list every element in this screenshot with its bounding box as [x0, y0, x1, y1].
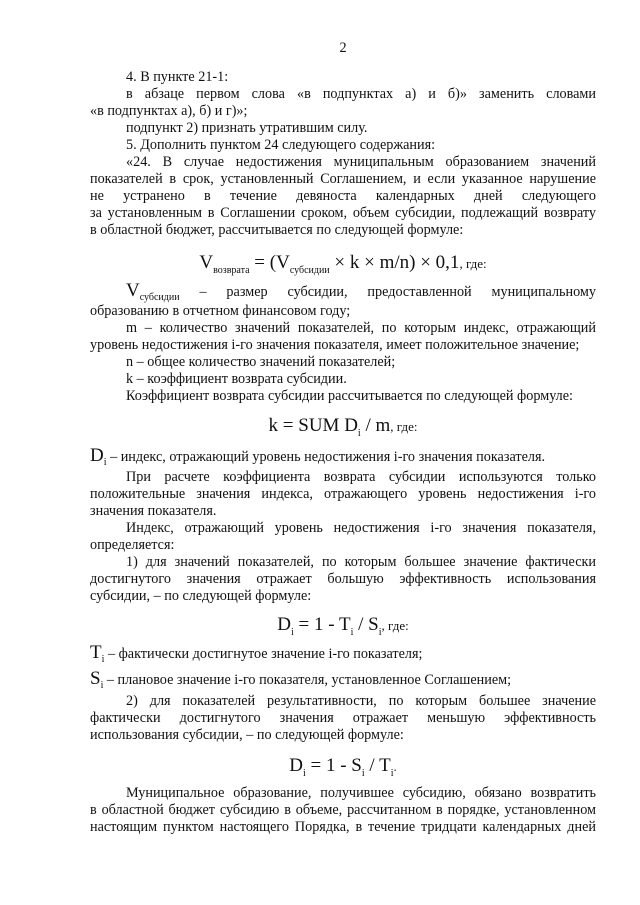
- text-line: образованию в отчетном финансовом году;: [90, 303, 351, 319]
- text-line: фактически достигнутого значения отражает меньшую эффективность: [90, 710, 596, 726]
- definition-d-index: $D_i$ – индекс, отражающий уровень недостижения i-го значения показателя.: [90, 445, 546, 468]
- formula-refund-coefficient: k = SUM $D_i$ / m, где:: [268, 415, 418, 439]
- text-line: положительные значения индекса, отражающего уровень недостижения i-го: [90, 486, 596, 502]
- text-line: «24. В случае недостижения муниципальным образованием значений: [126, 154, 596, 170]
- text-line: показателей в срок, установленный Соглашением, и если указанное нарушение: [90, 171, 596, 187]
- text-line: достигнутого значения отражает большую эффективность использования: [90, 571, 596, 587]
- definition-v-subsidy: $V_{субсидии}$ – размер субсидии, предоставленной муниципальному: [126, 280, 596, 303]
- text-line: 4. В пункте 21-1:: [126, 69, 229, 85]
- text-line: значения показателя.: [90, 503, 217, 519]
- text-line: в абзаце первом слова «в подпунктах а) и б)» заменить словами: [126, 86, 596, 102]
- formula-index-direct: $D_i = 1 - T_i / S_i$, где:: [277, 614, 409, 638]
- text-line: 1) для значений показателей, по которым большее значение фактически: [126, 554, 596, 570]
- text-line: использования субсидии, – по следующей формуле:: [90, 727, 404, 743]
- text-line: Индекс, отражающий уровень недостижения i-го значения показателя,: [126, 520, 596, 536]
- formula-index-inverse: $D_i = 1 - S_i / T_i$.: [289, 755, 397, 779]
- text-line: настоящим пунктом настоящего Порядка, в течение тридцати календарных дней: [90, 819, 596, 835]
- text-line: определяется:: [90, 537, 175, 553]
- page-number: 2: [339, 40, 347, 56]
- text-line: 5. Дополнить пунктом 24 следующего содержания:: [126, 137, 436, 153]
- text-line: При расчете коэффициента возврата субсидии используются только: [126, 469, 596, 485]
- text-line: уровень недостижения i-го значения показателя, имеет положительное значение;: [90, 337, 580, 353]
- text-line: в областной бюджет, рассчитывается по следующей формуле:: [90, 222, 464, 238]
- text-line: n – общее количество значений показателей;: [126, 354, 396, 370]
- text-line: 2) для показателей результативности, по которым большее значение: [126, 693, 596, 709]
- definition-t: $T_i$ – фактически достигнутое значение i-го показателя;: [90, 642, 423, 665]
- text-line: k – коэффициент возврата субсидии.: [126, 371, 347, 387]
- formula-refund-volume: $V_{возврата} = (V_{субсидии} \times k \times m/n) \times 0,1$, где:: [199, 252, 487, 276]
- text-line: в областной бюджет субсидию в объеме, рассчитанном в порядке, установленном: [90, 802, 596, 818]
- text-line: подпункт 2) признать утратившим силу.: [126, 120, 368, 136]
- text-line: за установленным в Соглашении сроком, объем субсидии, подлежащий возврату: [90, 205, 596, 221]
- text-line: не устранено в течение девяноста календарных дней следующего: [90, 188, 596, 204]
- text-line: Муниципальное образование, получившее субсидию, обязано возвратить: [126, 785, 596, 801]
- text-line: m – количество значений показателей, по которым индекс, отражающий: [126, 320, 596, 336]
- text-line: «в подпунктах а), б) и г)»;: [90, 103, 248, 119]
- text-line: субсидии, – по следующей формуле:: [90, 588, 312, 604]
- definition-s: $S_i$ – плановое значение i-го показателя, установленное Соглашением;: [90, 668, 512, 691]
- text-line: Коэффициент возврата субсидии рассчитывается по следующей формуле:: [126, 388, 573, 404]
